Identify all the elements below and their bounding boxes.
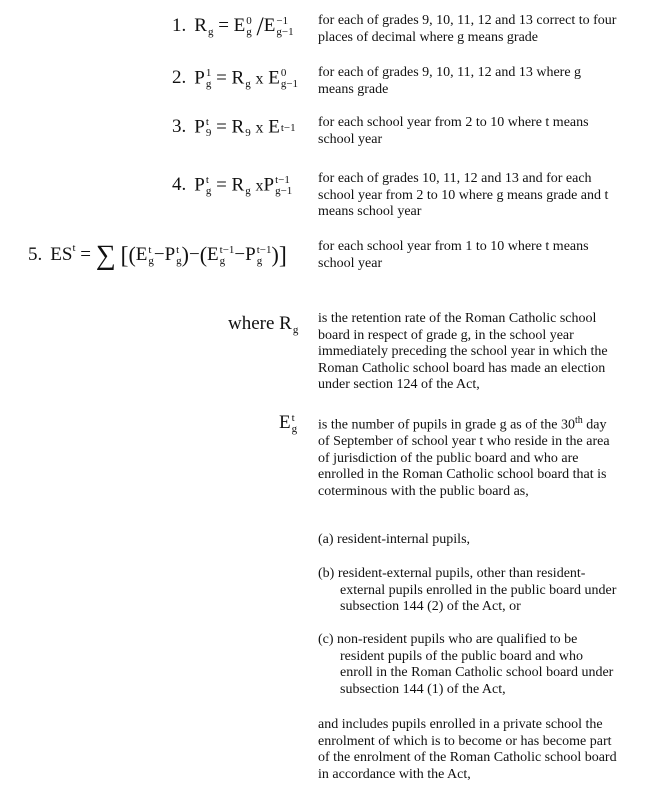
symbol: R (231, 67, 245, 89)
subscript: g (148, 254, 154, 267)
subscript: g (246, 25, 252, 38)
subscript: g−1 (280, 78, 299, 90)
superscript: t−1 (275, 174, 290, 186)
where-r-label (228, 313, 298, 336)
item-text: non-resident pupils who are qualified to be resident pupils of the public board and who enroll in the Roman Catholic school board under subsection 144 (1) of the Act, (337, 632, 614, 697)
formula-4 (172, 175, 292, 197)
subscript: g−1 (275, 185, 293, 197)
left-bracket: [ (120, 243, 129, 269)
definition-text: day of September of school year t who reside in the area of jurisdiction of the public board and who are enrolled in the Roman Catholic school board that is coterminous with the public board as, (318, 417, 610, 499)
formula-3-description: for each school year from 2 to 10 where t means school year (318, 115, 589, 147)
symbol: P (164, 244, 176, 265)
superscript: 0 (280, 67, 287, 79)
symbol: E (268, 67, 280, 89)
minus: − (153, 244, 165, 265)
superscript: t (72, 242, 76, 254)
superscript: t (148, 243, 152, 256)
symbol: E (135, 244, 148, 265)
left-paren: ( (128, 242, 136, 267)
equals: = (216, 116, 227, 138)
superscript: t−1 (256, 243, 272, 256)
symbol: R (231, 174, 245, 196)
symbol: P (194, 174, 205, 196)
right-paren: ) (181, 242, 189, 267)
symbol: E (268, 116, 280, 138)
formula-1-description: for each of grades 9, 10, 11, 12 and 13 correct to four places of decimal where g means grade (318, 13, 617, 45)
subscript: g (176, 254, 182, 267)
superscript: t (291, 411, 295, 424)
formula-4-description: for each of grades 10, 11, 12 and 13 and for each school year from 2 to 10 where g means grade and t means school year (318, 171, 609, 219)
operator: x (255, 70, 264, 88)
formula-3 (172, 117, 296, 139)
closing-paragraph: and includes pupils enrolled in a private school the enrolment of which is to become or has become part of the enrolment of the Roman Catholic school board in accordance with the Act, (318, 717, 617, 782)
symbol: E (233, 15, 246, 36)
e-label (279, 412, 297, 435)
right-paren: ) (271, 242, 279, 267)
subscript: g−1 (276, 25, 294, 38)
subscript: g (205, 78, 212, 90)
symbol: P (245, 244, 256, 265)
ordinal-suffix: th (575, 415, 583, 426)
retention-rate-definition: is the retention rate of the Roman Catholic school board in respect of grade g, in the school year immediately preceding the school year in which the Roman Catholic school board has made an election under section 124 of the Act, (318, 311, 608, 392)
minus: − (234, 244, 246, 265)
formula-number: 2. (172, 67, 187, 89)
left-paren: ( (199, 242, 208, 267)
superscript: −1 (276, 14, 289, 27)
formula-1 (172, 14, 294, 40)
formula-number: 3. (172, 116, 187, 138)
formula-number: 4. (172, 174, 187, 196)
summation-symbol: ∑ (95, 240, 116, 271)
formula-5 (28, 242, 287, 270)
superscript: t (205, 116, 209, 128)
list-item-a (318, 532, 618, 549)
operator: / (256, 12, 264, 41)
superscript: 1 (205, 67, 212, 79)
definition-text: is the number of pupils in grade g as of the 30 (318, 417, 576, 433)
symbol: ES (50, 244, 73, 265)
symbol: R (194, 15, 207, 36)
symbol: E (279, 412, 291, 433)
operator: x (255, 177, 264, 195)
item-label: (c) (318, 632, 334, 647)
symbol: R (279, 313, 292, 334)
equals: = (216, 67, 227, 89)
subscript: g (291, 422, 298, 435)
operator: x (255, 119, 264, 137)
item-label: (b) (318, 566, 335, 581)
formula-2 (172, 68, 298, 90)
symbol: R (231, 116, 245, 138)
superscript: t−1 (219, 243, 235, 256)
item-label: (a) (318, 532, 334, 547)
symbol: P (194, 67, 205, 89)
symbol: E (207, 244, 219, 265)
list-item-b (318, 566, 618, 616)
equals: = (218, 15, 229, 36)
minus: − (189, 244, 200, 265)
superscript: 0 (246, 14, 252, 27)
list-item-c (318, 632, 618, 698)
formula-number: 1. (172, 15, 187, 36)
superscript: t (205, 174, 209, 186)
item-text: resident-external pupils, other than resident-external pupils enrolled in the public board under subsection 144 (2) of the Act, or (337, 566, 617, 614)
subscript: 9 (245, 127, 251, 139)
symbol: P (263, 174, 275, 196)
superscript: t (176, 243, 180, 256)
equals: = (216, 174, 227, 196)
subscript: g (205, 185, 212, 197)
where-word: where (228, 313, 275, 334)
subscript: g (245, 78, 251, 90)
equals: = (80, 244, 91, 265)
enrolment-definition (318, 413, 618, 500)
formula-number: 5. (28, 244, 43, 265)
right-bracket: ] (278, 243, 287, 269)
formula-5-description: for each school year from 1 to 10 where t means school year (318, 239, 589, 271)
superscript: t−1 (280, 121, 296, 134)
item-text: resident-internal pupils, (337, 532, 471, 547)
subscript: 9 (205, 127, 212, 139)
subscript: g (245, 185, 251, 197)
symbol: P (194, 116, 205, 138)
symbol: E (263, 15, 276, 36)
subscript: g (256, 254, 263, 267)
subscript: g (207, 25, 214, 38)
subscript: g (292, 323, 299, 336)
subscript: g (219, 254, 226, 267)
formula-2-description: for each of grades 9, 10, 11, 12 and 13 where g means grade (318, 65, 582, 97)
